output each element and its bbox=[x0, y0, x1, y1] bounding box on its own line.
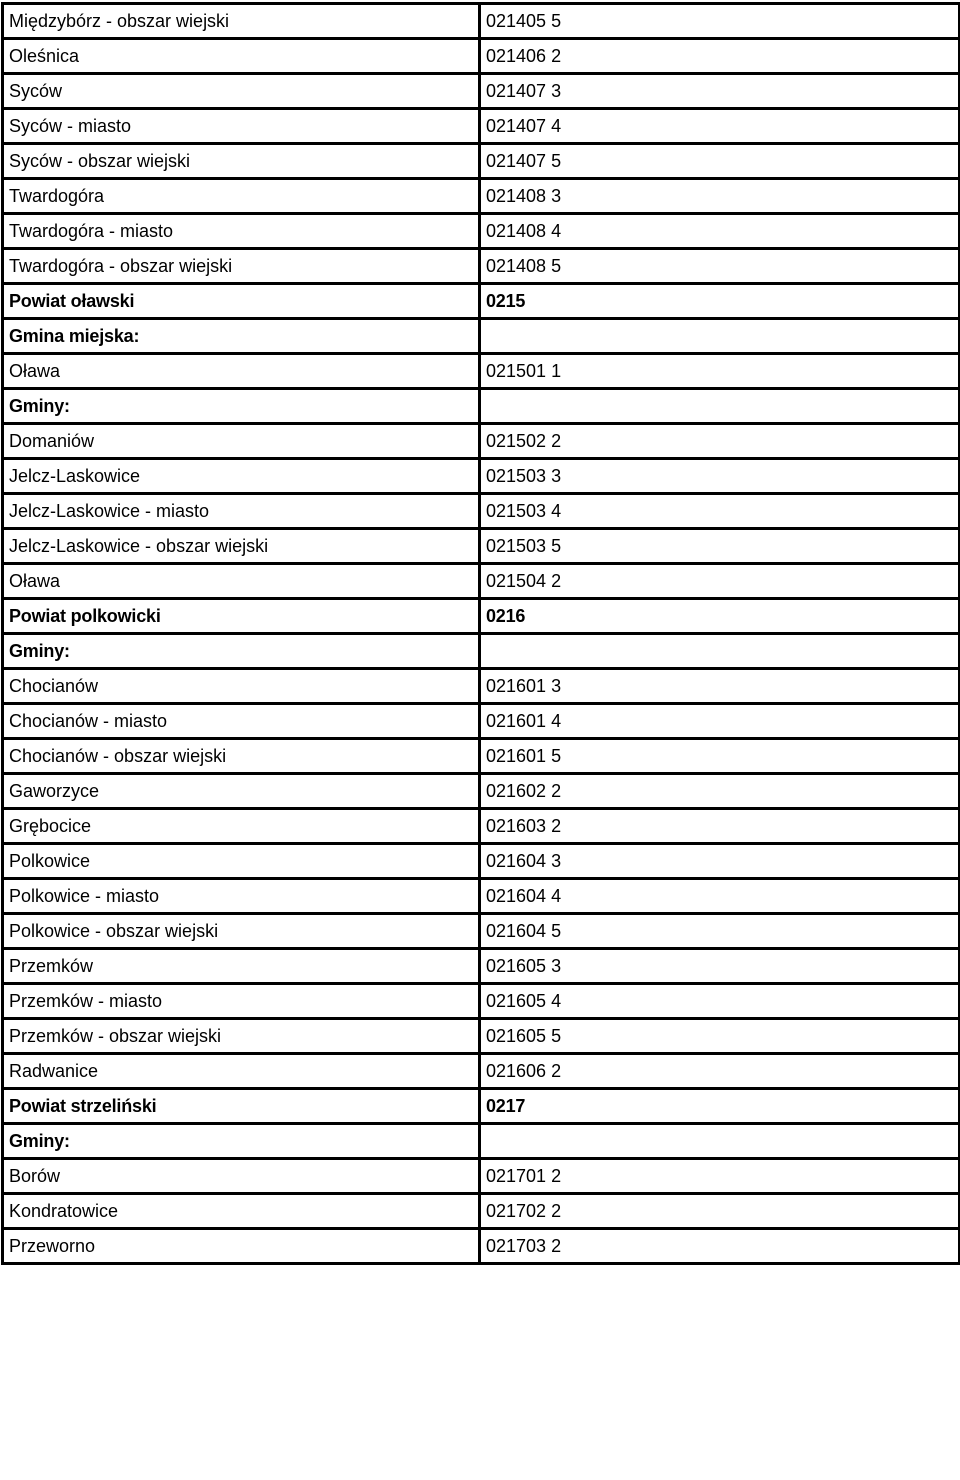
table-row bbox=[3, 1019, 960, 1054]
table-row bbox=[3, 424, 960, 459]
table-row bbox=[3, 634, 960, 669]
unit-name-cell: Przemków - obszar wiejski bbox=[3, 1019, 480, 1054]
unit-code-cell: 0216 bbox=[480, 599, 960, 634]
unit-name-cell: Powiat polkowicki bbox=[3, 599, 480, 634]
unit-code-cell: 021503 4 bbox=[480, 494, 960, 529]
unit-code-cell bbox=[480, 319, 960, 354]
unit-code-cell: 021606 2 bbox=[480, 1054, 960, 1089]
table-row bbox=[3, 844, 960, 879]
table-row bbox=[3, 144, 960, 179]
unit-code-cell: 021703 2 bbox=[480, 1229, 960, 1264]
unit-name-cell: Przemków - miasto bbox=[3, 984, 480, 1019]
table-row bbox=[3, 179, 960, 214]
unit-name-cell: Domaniów bbox=[3, 424, 480, 459]
table-row bbox=[3, 354, 960, 389]
unit-name-cell: Powiat oławski bbox=[3, 284, 480, 319]
table-row bbox=[3, 319, 960, 354]
unit-name-cell: Grębocice bbox=[3, 809, 480, 844]
table-row bbox=[3, 774, 960, 809]
unit-name-cell: Gmina miejska: bbox=[3, 319, 480, 354]
unit-code-cell: 021605 3 bbox=[480, 949, 960, 984]
unit-code-cell: 021407 3 bbox=[480, 74, 960, 109]
table-row bbox=[3, 809, 960, 844]
unit-code-cell: 021601 5 bbox=[480, 739, 960, 774]
unit-name-cell: Jelcz-Laskowice - miasto bbox=[3, 494, 480, 529]
table-row bbox=[3, 74, 960, 109]
unit-name-cell: Jelcz-Laskowice bbox=[3, 459, 480, 494]
unit-code-cell: 021503 3 bbox=[480, 459, 960, 494]
unit-name-cell: Jelcz-Laskowice - obszar wiejski bbox=[3, 529, 480, 564]
unit-code-cell: 0217 bbox=[480, 1089, 960, 1124]
unit-name-cell: Gminy: bbox=[3, 1124, 480, 1159]
unit-name-cell: Chocianów bbox=[3, 669, 480, 704]
unit-name-cell: Polkowice - obszar wiejski bbox=[3, 914, 480, 949]
table-row bbox=[3, 914, 960, 949]
unit-code-cell: 021605 4 bbox=[480, 984, 960, 1019]
unit-code-cell: 021603 2 bbox=[480, 809, 960, 844]
unit-code-cell: 021504 2 bbox=[480, 564, 960, 599]
unit-name-cell: Oława bbox=[3, 354, 480, 389]
table-row bbox=[3, 879, 960, 914]
unit-code-cell: 021407 5 bbox=[480, 144, 960, 179]
table-row bbox=[3, 1194, 960, 1229]
unit-name-cell: Chocianów - miasto bbox=[3, 704, 480, 739]
unit-code-cell: 021405 5 bbox=[480, 4, 960, 39]
unit-code-cell: 021408 3 bbox=[480, 179, 960, 214]
table-row bbox=[3, 39, 960, 74]
unit-code-cell bbox=[480, 389, 960, 424]
table-row bbox=[3, 1229, 960, 1264]
unit-code-cell: 021503 5 bbox=[480, 529, 960, 564]
unit-name-cell: Gaworzyce bbox=[3, 774, 480, 809]
unit-code-cell: 021701 2 bbox=[480, 1159, 960, 1194]
unit-name-cell: Gminy: bbox=[3, 389, 480, 424]
unit-code-cell: 021502 2 bbox=[480, 424, 960, 459]
table-row bbox=[3, 214, 960, 249]
table-row bbox=[3, 249, 960, 284]
unit-name-cell: Przemków bbox=[3, 949, 480, 984]
territorial-codes-table bbox=[1, 2, 960, 1265]
unit-code-cell bbox=[480, 634, 960, 669]
table-row bbox=[3, 564, 960, 599]
unit-code-cell: 021604 4 bbox=[480, 879, 960, 914]
table-row bbox=[3, 1054, 960, 1089]
table-row bbox=[3, 494, 960, 529]
table-row bbox=[3, 984, 960, 1019]
unit-code-cell: 021604 5 bbox=[480, 914, 960, 949]
unit-name-cell: Polkowice - miasto bbox=[3, 879, 480, 914]
unit-name-cell: Twardogóra - obszar wiejski bbox=[3, 249, 480, 284]
unit-name-cell: Gminy: bbox=[3, 634, 480, 669]
table-row bbox=[3, 669, 960, 704]
table-row bbox=[3, 284, 960, 319]
unit-name-cell: Oleśnica bbox=[3, 39, 480, 74]
table-row bbox=[3, 599, 960, 634]
unit-name-cell: Borów bbox=[3, 1159, 480, 1194]
unit-code-cell: 021407 4 bbox=[480, 109, 960, 144]
unit-code-cell: 021501 1 bbox=[480, 354, 960, 389]
unit-code-cell: 0215 bbox=[480, 284, 960, 319]
unit-name-cell: Syców - obszar wiejski bbox=[3, 144, 480, 179]
unit-name-cell: Oława bbox=[3, 564, 480, 599]
table-row bbox=[3, 459, 960, 494]
unit-code-cell bbox=[480, 1124, 960, 1159]
unit-code-cell: 021602 2 bbox=[480, 774, 960, 809]
unit-code-cell: 021702 2 bbox=[480, 1194, 960, 1229]
table-row bbox=[3, 529, 960, 564]
table-body bbox=[3, 4, 960, 1264]
unit-name-cell: Radwanice bbox=[3, 1054, 480, 1089]
unit-name-cell: Syców bbox=[3, 74, 480, 109]
unit-name-cell: Kondratowice bbox=[3, 1194, 480, 1229]
unit-name-cell: Syców - miasto bbox=[3, 109, 480, 144]
unit-code-cell: 021408 4 bbox=[480, 214, 960, 249]
table-row bbox=[3, 1089, 960, 1124]
unit-code-cell: 021604 3 bbox=[480, 844, 960, 879]
table-row bbox=[3, 949, 960, 984]
unit-name-cell: Polkowice bbox=[3, 844, 480, 879]
table-row bbox=[3, 704, 960, 739]
table-row bbox=[3, 1159, 960, 1194]
table-row bbox=[3, 739, 960, 774]
unit-name-cell: Międzybórz - obszar wiejski bbox=[3, 4, 480, 39]
unit-name-cell: Chocianów - obszar wiejski bbox=[3, 739, 480, 774]
unit-code-cell: 021406 2 bbox=[480, 39, 960, 74]
unit-name-cell: Przeworno bbox=[3, 1229, 480, 1264]
unit-name-cell: Powiat strzeliński bbox=[3, 1089, 480, 1124]
table-row bbox=[3, 389, 960, 424]
unit-code-cell: 021605 5 bbox=[480, 1019, 960, 1054]
table-row bbox=[3, 4, 960, 39]
unit-code-cell: 021601 4 bbox=[480, 704, 960, 739]
table-row bbox=[3, 1124, 960, 1159]
unit-code-cell: 021408 5 bbox=[480, 249, 960, 284]
unit-name-cell: Twardogóra bbox=[3, 179, 480, 214]
unit-name-cell: Twardogóra - miasto bbox=[3, 214, 480, 249]
table-row bbox=[3, 109, 960, 144]
unit-code-cell: 021601 3 bbox=[480, 669, 960, 704]
